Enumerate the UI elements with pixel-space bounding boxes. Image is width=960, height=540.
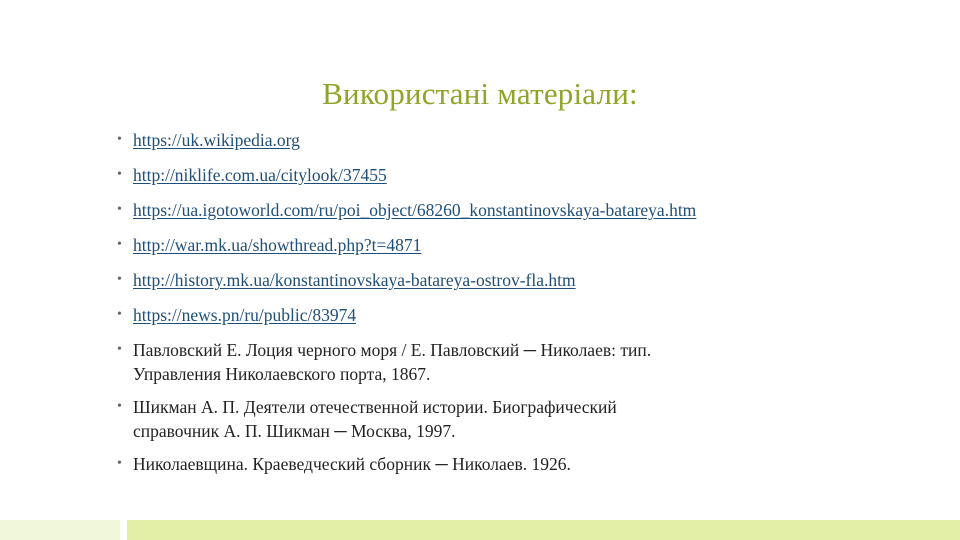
source-link[interactable]: http://niklife.com.ua/citylook/37455 [133,165,387,185]
reference-line: Николаевщина. Краеведческий сборник ─ Николаев. 1926. [133,454,571,474]
bullet-icon: • [117,202,122,217]
footer-bar-accent [127,520,960,540]
bullet-icon: • [117,167,122,182]
bullet-icon: • [117,456,122,471]
bullet-icon: • [117,132,122,147]
list-item-link-6 [117,303,877,327]
list-item-link-5 [117,268,877,292]
list-item-link-2 [117,163,877,187]
reference-line: Шикман А. П. Деятели отечественной истории. Биографический [133,397,617,417]
slide-title: Використані матеріали: [322,76,638,111]
reference-line: справочник А. П. Шикман ─ Москва, 1997. [133,421,456,441]
reference-line: Павловский Е. Лоция черного моря / Е. Павловский ─ Николаев: тип. [133,340,652,360]
list-item-reference-2 [117,395,877,443]
bullet-icon: • [117,272,122,287]
list-item-link-4 [117,233,877,257]
source-link[interactable]: http://war.mk.ua/showthread.php?t=4871 [133,235,422,255]
list-item-reference-1 [117,338,877,386]
bullet-icon: • [117,307,122,322]
bullet-icon: • [117,342,122,357]
bullet-icon: • [117,399,122,414]
source-link[interactable]: https://ua.igotoworld.com/ru/poi_object/68260_konstantinovskaya-batareya.htm [133,200,697,220]
list-item-reference-3 [117,452,877,476]
sources-list [117,128,877,485]
reference-line: Управления Николаевского порта, 1867. [133,364,431,384]
bullet-icon: • [117,237,122,252]
source-link[interactable]: https://uk.wikipedia.org [133,130,300,150]
list-item-link-1 [117,128,877,152]
source-link[interactable]: http://history.mk.ua/konstantinovskaya-batareya-ostrov-fla.htm [133,270,576,290]
source-link[interactable]: https://news.pn/ru/public/83974 [133,305,357,325]
footer-bar-light [0,520,120,540]
list-item-link-3 [117,198,877,222]
